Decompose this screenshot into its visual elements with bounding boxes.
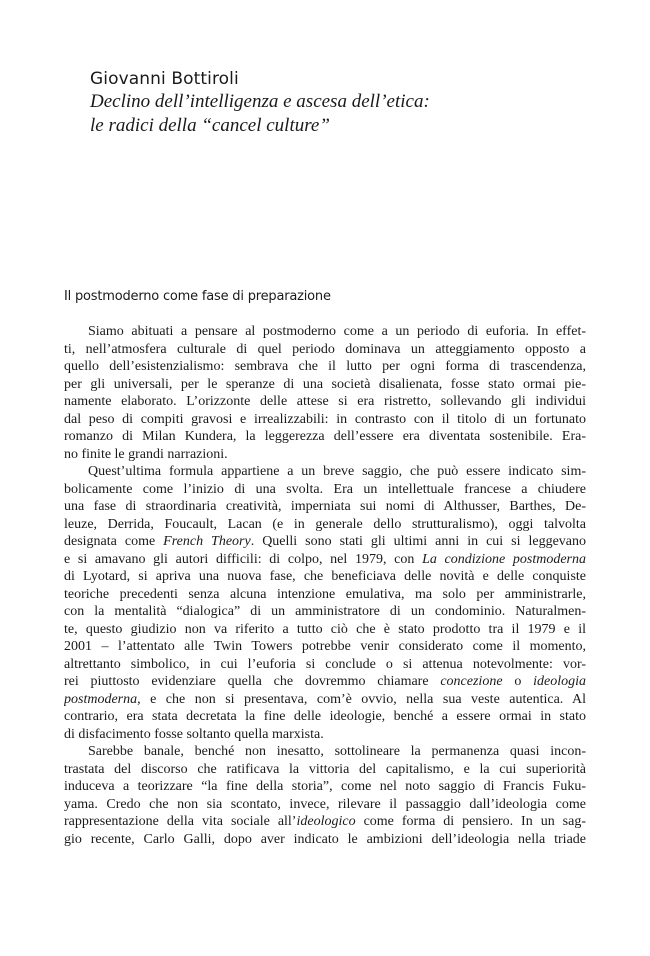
article-header <box>90 68 570 138</box>
text-line: gio recente, Carlo Galli, dopo aver indicato le ambizioni dell’ideologia nella triade <box>64 831 586 847</box>
text-line: ti, nell’atmosfera culturale di quel periodo dominava un atteggiamento opposto a <box>64 341 586 357</box>
article-title-line-1: Declino dell’intelligenza e ascesa dell’etica: <box>90 91 430 112</box>
italic-book-title: La condizione postmoderna <box>422 551 586 567</box>
text-line: 2001 – l’attentato alle Twin Towers potrebbe venir considerato come il momento, <box>64 639 586 654</box>
text-line: bolicamente come l’inizio di una svolta. Era un intellettuale francese a chiudere <box>64 481 586 497</box>
text-line: dal peso di compiti gravosi e irrealizzabili: in contrasto con il titolo di un fortunato <box>64 411 586 427</box>
text-line: quello dell’esistenzialismo: sembrava che il lutto per ogni forma di trascendenza, <box>64 359 586 374</box>
author-name: Giovanni Bottiroli <box>90 69 239 89</box>
text-line: te, questo giudizio non va riferito a tutto ciò che è stato prodotto tra il 1979 e il <box>64 621 586 637</box>
text-line: una fase di straordinaria creatività, imperniata sui nomi di Althusser, Barthes, De- <box>64 499 586 514</box>
text-line: teoriche precedenti senza alcuna intenzione emulativa, ma solo per amministrarle, <box>64 586 586 602</box>
text-segment: designata come <box>64 534 164 549</box>
text-line: altrettanto simbolico, in cui l’euforia si conclude o si attenua notevolmente: vor- <box>64 656 586 672</box>
text-line <box>64 551 586 569</box>
text-segment: rappresentazione della vita sociale all’ <box>64 814 297 829</box>
italic-term: ideologico <box>296 814 356 829</box>
article-title-line-2: le radici della “cancel culture” <box>90 115 330 136</box>
text-line: yama. Credo che non sia scontato, invece, rilevare il passaggio dall’ideologia come <box>64 796 586 812</box>
text-line: Sarebbe banale, benché non inesatto, sottolineare la permanenza quasi incon- <box>88 744 586 759</box>
text-line: per gli universali, per le speranze di una società disalienata, fosse stato ormai pie- <box>64 376 586 392</box>
text-segment: . Quelli sono stati gli ultimi anni in cui si leggevano <box>250 534 586 549</box>
text-line: contrario, era stata decretata la fine delle ideologie, benché a essere ormai in stato <box>64 709 586 724</box>
italic-term: French Theory <box>163 534 251 549</box>
italic-term: ideologia <box>533 674 586 689</box>
italic-term: concezione <box>440 674 503 689</box>
text-line <box>64 533 586 551</box>
text-line: di disfacimento fosse soltanto quella marxista. <box>64 726 324 742</box>
article-body <box>64 323 586 848</box>
text-line <box>64 673 586 691</box>
text-segment: o <box>502 674 534 689</box>
text-line: namente elaborato. L’orizzonte delle attese si era ristretto, sollevando gli individui <box>64 394 586 409</box>
text-line: di Lyotard, si apriva una nuova fase, che beneficiava delle novità e delle conquiste <box>64 569 586 584</box>
text-line <box>64 813 586 831</box>
text-line: leuze, Derrida, Foucault, Lacan (e in generale dello strutturalismo), oggi talvolta <box>64 516 586 532</box>
text-line: romanzo di Milan Kundera, la leggerezza dell’essere era diventata sostenibile. Era- <box>64 429 586 444</box>
italic-term: postmoderna <box>64 691 138 707</box>
text-line: trastata del discorso che ratificava la vittoria del capitalismo, e la cui superiorità <box>64 761 586 777</box>
text-line: no finite le grandi narrazioni. <box>64 446 228 462</box>
text-line: Quest’ultima formula appartiene a un breve saggio, che può essere indicato sim- <box>88 464 586 479</box>
text-line: Siamo abituati a pensare al postmoderno come a un periodo di euforia. In effet- <box>88 324 586 339</box>
text-segment: e si amavano gli autori difficili: di colpo, nel 1979, con <box>64 551 423 567</box>
text-line: con la mentalità “dialogica” di un amministratore di un condominio. Naturalmen- <box>64 604 586 619</box>
text-segment: rei piuttosto evidenziare quella che dovremmo chiamare <box>64 674 441 689</box>
text-segment: , e che non si presentava, com’è ovvio, nella sua veste autentica. Al <box>137 691 586 707</box>
text-line <box>64 691 586 709</box>
text-line: induceva a teorizzare “la fine della storia”, come nel noto saggio di Francis Fuku- <box>64 779 586 794</box>
text-segment: come forma di pensiero. In un sag- <box>355 814 586 829</box>
section-heading: Il postmoderno come fase di preparazione <box>64 289 331 304</box>
